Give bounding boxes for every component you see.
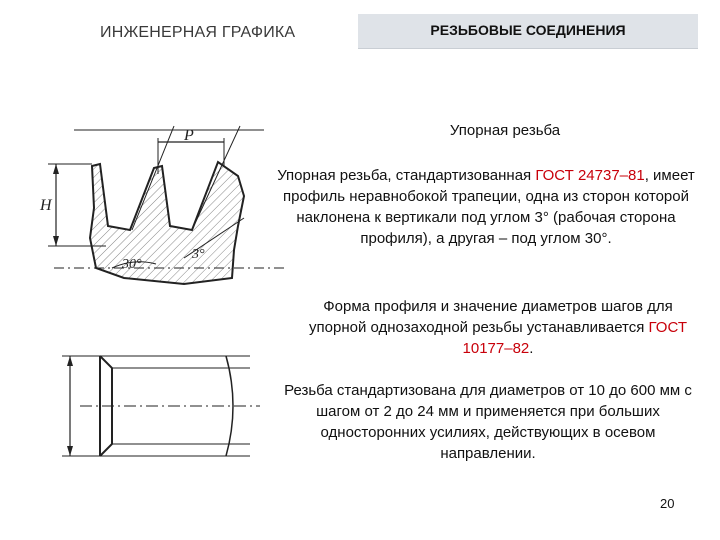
- paragraph-text: Упорная резьба, стандартизованная: [277, 167, 536, 184]
- gost-reference: ГОСТ 10177–82: [462, 319, 687, 357]
- thread-profile-drawing: [34, 118, 294, 308]
- gost-reference: ГОСТ 24737–81: [535, 167, 645, 184]
- dimension-p-label: P: [184, 127, 194, 144]
- paragraph-text: , имеет профиль неравнобокой трапеции, одна из сторон которой наклонена к вертикали под углом 3° (рабочая сторона профиля), а другая – под углом 30°.: [283, 167, 695, 247]
- slide-title: Упорная резьба: [449, 122, 561, 139]
- paragraph-text: .: [529, 340, 534, 357]
- page-number: 20: [660, 496, 675, 511]
- paragraph-profile-standard: [296, 296, 700, 359]
- angle-3-label: 3°: [192, 247, 205, 262]
- section-title: РЕЗЬБОВЫЕ СОЕДИНЕНИЯ: [430, 22, 626, 38]
- angle-30-label: 30°: [122, 257, 142, 272]
- paragraph-text: Форма профиля и значение диаметров шагов для упорной однозаходной резьбы устанавливается: [309, 298, 673, 336]
- paragraph-application: Резьба стандартизована для диаметров от 10 до 600 мм с шагом от 2 до 24 мм и применяется при больших односторонних усилиях, действующих в осевом направлении.: [284, 382, 692, 462]
- section-header: [358, 14, 698, 49]
- dimension-h-label: H: [40, 197, 52, 214]
- thread-side-view-drawing: [50, 346, 270, 466]
- paragraph-profile-description: [272, 165, 700, 249]
- course-title: ИНЖЕНЕРНАЯ ГРАФИКА: [100, 24, 296, 41]
